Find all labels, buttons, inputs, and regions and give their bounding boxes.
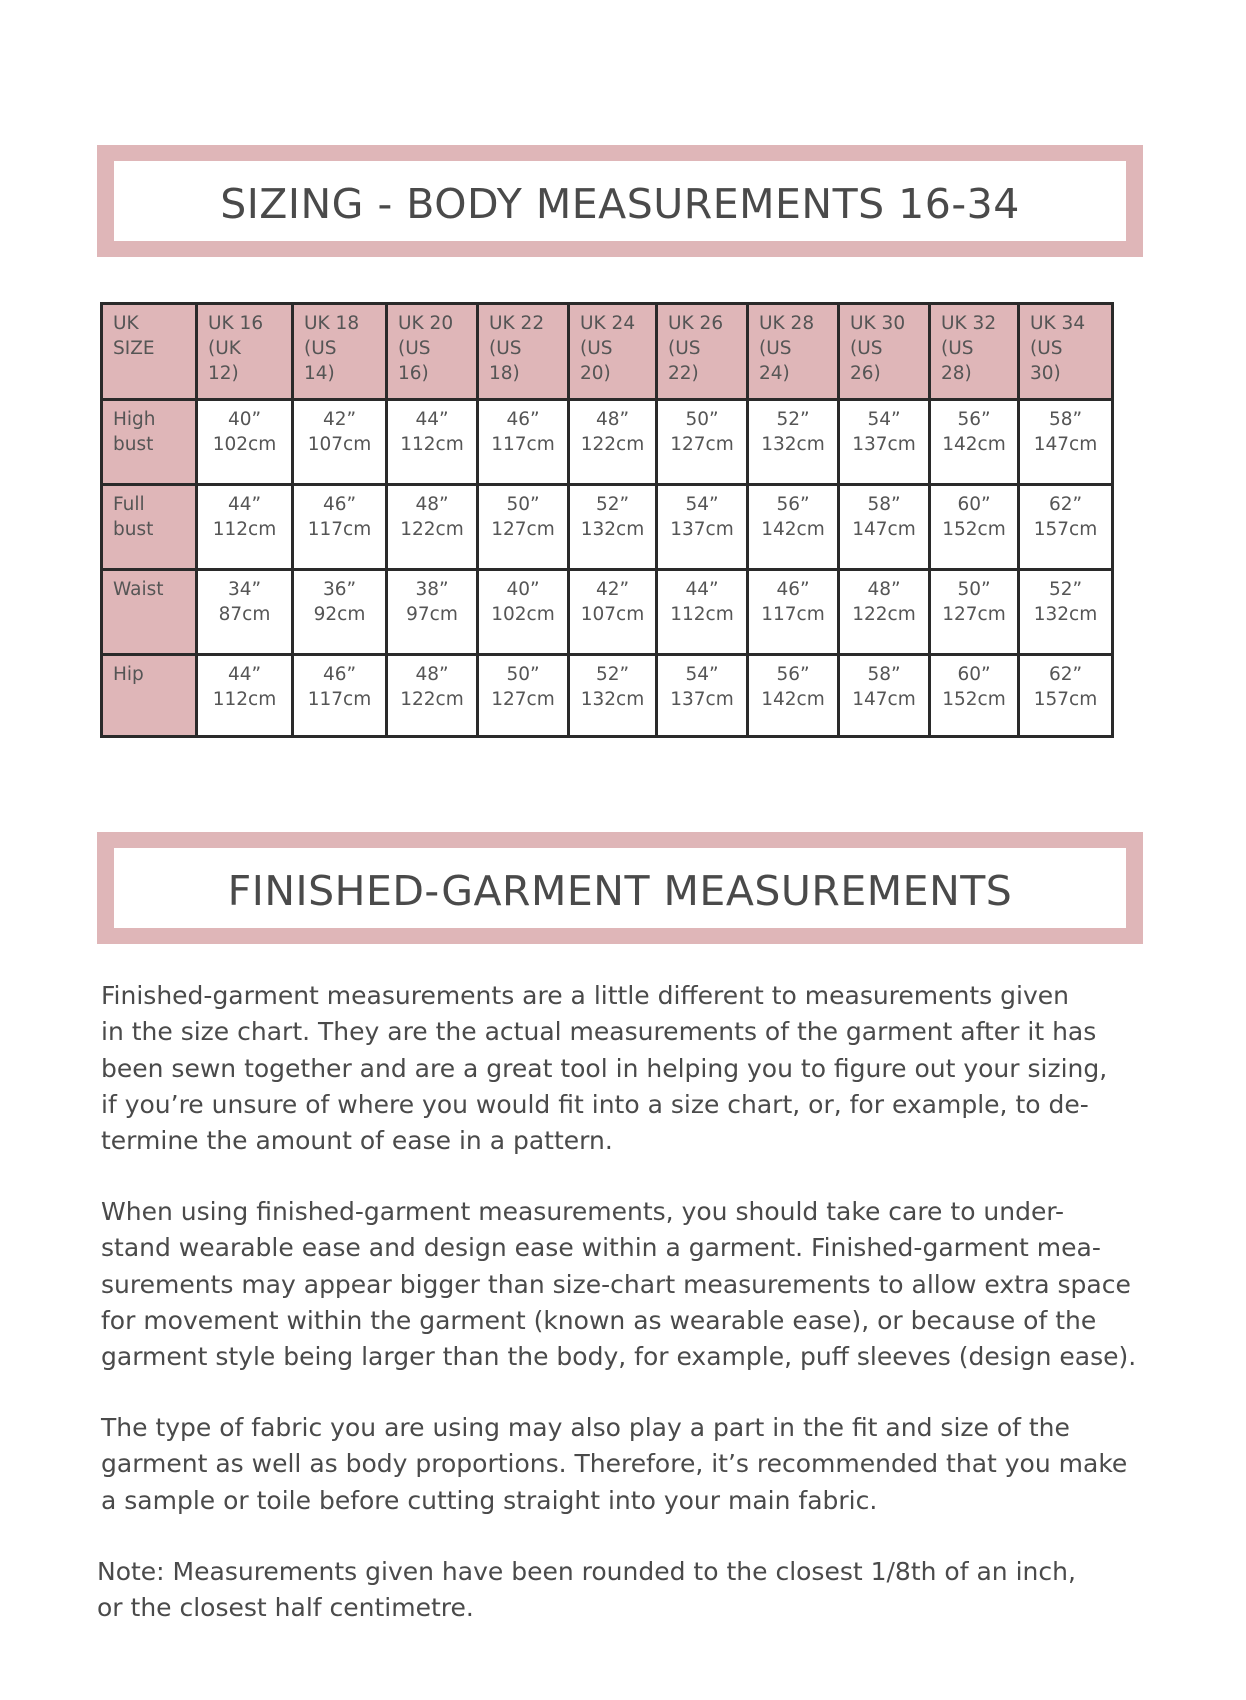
measurement-cell — [1019, 400, 1113, 485]
measurement-inches: 52” — [776, 409, 810, 430]
measurement-cm: 137cm — [852, 434, 916, 455]
measurement-cm: 112cm — [670, 604, 734, 625]
measurement-cm: 127cm — [670, 434, 734, 455]
measurement-inches: 56” — [776, 664, 810, 685]
measurement-cell — [1019, 570, 1113, 655]
measurement-cell — [569, 655, 657, 737]
measurement-inches: 44” — [227, 494, 262, 515]
measurement-label: High — [113, 409, 156, 430]
size-header-label: 22) — [668, 363, 699, 384]
measurement-inches: 46” — [322, 664, 357, 685]
measurement-inches: 54” — [685, 664, 719, 685]
measurement-inches: 58” — [867, 664, 901, 685]
size-header-cell — [197, 304, 293, 400]
measurement-cell — [197, 655, 293, 737]
measurement-cell — [839, 400, 930, 485]
measurement-cell — [387, 570, 478, 655]
measurement-inches: 48” — [415, 494, 449, 515]
measurement-row — [102, 570, 1113, 655]
measurement-cell — [839, 655, 930, 737]
measurement-inches: 58” — [867, 494, 901, 515]
paragraph-line: When using finished-garment measurements, you should take care to under- — [101, 1197, 1065, 1226]
size-header-label: 28) — [941, 363, 972, 384]
measurement-cell — [657, 400, 748, 485]
finished-garment-banner — [97, 832, 1143, 944]
measurement-inches: 40” — [506, 579, 540, 600]
measurement-inches: 44” — [415, 409, 449, 430]
paragraph-line: garment style being larger than the body, for example, puff sleeves (design ease). — [101, 1342, 1137, 1372]
size-header-label: UK 34 — [1030, 313, 1086, 334]
measurement-cm: 92cm — [313, 604, 366, 625]
measurement-cm: 152cm — [942, 689, 1006, 710]
measurement-cell — [569, 400, 657, 485]
size-header-cell — [748, 304, 839, 400]
measurement-inches: 46” — [322, 494, 357, 515]
measurement-inches: 44” — [685, 579, 719, 600]
measurement-cm: 132cm — [580, 689, 645, 710]
size-header-label: (US — [489, 338, 522, 359]
paragraph-line: in the size chart. They are the actual measurements of the garment after it has — [101, 1017, 1097, 1047]
measurement-inches: 56” — [957, 409, 991, 430]
measurement-cm: 107cm — [307, 434, 372, 455]
measurement-cm: 107cm — [580, 604, 645, 625]
measurement-cell — [657, 570, 748, 655]
measurement-inches: 62” — [1048, 494, 1083, 515]
size-header-label: 24) — [759, 363, 790, 384]
measurement-cell — [1019, 485, 1113, 570]
measurement-row — [102, 655, 1113, 737]
measurement-inches: 54” — [867, 409, 901, 430]
measurement-inches: 44” — [227, 664, 262, 685]
measurement-cell — [839, 570, 930, 655]
measurement-cm: 137cm — [670, 689, 734, 710]
measurement-cell — [387, 400, 478, 485]
paragraph-intro — [101, 978, 1161, 1159]
measurement-label-cell — [102, 400, 197, 485]
corner-label: UK — [113, 313, 139, 334]
paragraph-line: garment as well as body proportions. Therefore, it’s recommended that you make — [101, 1449, 1128, 1479]
measurement-cell — [748, 485, 839, 570]
measurement-inches: 40” — [227, 409, 262, 430]
measurement-cm: 122cm — [400, 689, 464, 710]
size-header-label: UK 26 — [668, 313, 724, 334]
measurement-cell — [387, 655, 478, 737]
size-header-cell — [387, 304, 478, 400]
measurement-cm: 127cm — [491, 519, 555, 540]
measurement-inches: 50” — [957, 579, 991, 600]
measurement-row — [102, 485, 1113, 570]
measurement-cell — [930, 485, 1019, 570]
size-corner-cell — [102, 304, 197, 400]
measurement-cell — [197, 570, 293, 655]
measurement-cell — [293, 485, 387, 570]
measurement-cm: 147cm — [852, 519, 916, 540]
measurement-cell — [1019, 655, 1113, 737]
size-header-cell — [657, 304, 748, 400]
paragraph-ease — [101, 1194, 1161, 1375]
measurement-cm: 137cm — [670, 519, 734, 540]
measurement-inches: 48” — [415, 664, 449, 685]
paragraph-fabric — [101, 1410, 1161, 1519]
measurement-cell — [569, 485, 657, 570]
paragraph-line: if you’re unsure of where you would fit into a size chart, or, for example, to de- — [101, 1089, 1089, 1119]
measurement-cm: 112cm — [212, 519, 277, 540]
size-header-label: (US — [941, 338, 974, 359]
measurement-label: Hip — [113, 664, 144, 685]
paragraph-line: for movement within the garment (known as wearable ease), or because of the — [101, 1305, 1097, 1335]
size-header-label: UK 30 — [850, 313, 906, 334]
measurement-label: Waist — [113, 579, 164, 600]
measurement-cm: 102cm — [212, 434, 277, 455]
measurement-cm: 147cm — [852, 689, 916, 710]
size-header-label: 20) — [580, 363, 611, 384]
size-header-label: UK 28 — [759, 313, 815, 334]
size-header-label: UK 18 — [304, 313, 360, 334]
measurement-cm: 142cm — [942, 434, 1006, 455]
measurement-cm: 127cm — [491, 689, 555, 710]
measurement-cell — [569, 570, 657, 655]
measurement-cell — [748, 655, 839, 737]
size-header-cell — [293, 304, 387, 400]
measurement-inches: 60” — [957, 494, 991, 515]
measurement-cell — [657, 485, 748, 570]
measurement-cm: 132cm — [1033, 604, 1098, 625]
measurement-cm: 117cm — [761, 604, 825, 625]
corner-label: SIZE — [113, 338, 155, 359]
size-header-cell — [478, 304, 569, 400]
size-header-label: 16) — [398, 363, 429, 384]
paragraph-line: stand wearable ease and design ease within a garment. Finished-garment mea- — [101, 1233, 1101, 1263]
paragraph-line: surements may appear bigger than size-chart measurements to allow extra space — [101, 1269, 1131, 1299]
measurement-cm: 87cm — [218, 604, 271, 625]
measurement-cm: 117cm — [307, 689, 372, 710]
paragraph-line: termine the amount of ease in a pattern. — [101, 1126, 613, 1156]
measurement-inches: 36” — [322, 579, 357, 600]
measurement-inches: 54” — [685, 494, 719, 515]
measurement-cell — [748, 400, 839, 485]
paragraph-line: a sample or toile before cutting straight into your main fabric. — [101, 1485, 878, 1515]
measurement-cell — [478, 485, 569, 570]
size-header-label: UK 16 — [208, 313, 264, 334]
measurement-inches: 62” — [1048, 664, 1083, 685]
measurement-inches: 48” — [595, 409, 630, 430]
measurement-inches: 34” — [227, 579, 262, 600]
size-header-label: 30) — [1030, 363, 1061, 384]
size-header-label: (US — [304, 338, 337, 359]
size-header-label: (UK — [208, 338, 241, 359]
size-header-label: 18) — [489, 363, 520, 384]
measurement-inches: 52” — [1048, 579, 1083, 600]
measurement-inches: 42” — [322, 409, 357, 430]
measurement-inches: 50” — [506, 494, 540, 515]
measurement-cell — [839, 485, 930, 570]
size-header-label: UK 20 — [398, 313, 454, 334]
measurement-row — [102, 400, 1113, 485]
measurement-cm: 117cm — [307, 519, 372, 540]
paragraph-line: Finished-garment measurements are a little different to measurements given — [101, 981, 1069, 1010]
finished-garment-banner-inner — [114, 848, 1126, 928]
measurement-inches: 60” — [957, 664, 991, 685]
size-header-cell — [569, 304, 657, 400]
size-header-label: (US — [398, 338, 431, 359]
paragraph-line: been sewn together and are a great tool in helping you to figure out your sizing, — [101, 1053, 1108, 1083]
measurement-cm: 152cm — [942, 519, 1006, 540]
measurement-cell — [748, 570, 839, 655]
measurement-cm: 132cm — [580, 519, 645, 540]
size-table — [100, 302, 1114, 738]
measurement-cm: 117cm — [491, 434, 555, 455]
measurement-cell — [657, 655, 748, 737]
sizing-title: SIZING - BODY MEASUREMENTS 16-34 — [220, 180, 1020, 228]
measurement-cell — [930, 655, 1019, 737]
measurement-cm: 132cm — [761, 434, 825, 455]
measurement-label-cell — [102, 655, 197, 737]
measurement-cm: 112cm — [400, 434, 464, 455]
size-header-label: (US — [759, 338, 792, 359]
note-line: Note: Measurements given have been rounded to the closest 1/8th of an inch, — [97, 1557, 1076, 1586]
measurement-label: bust — [113, 434, 154, 455]
size-header-label: 12) — [208, 363, 239, 384]
measurement-cm: 122cm — [852, 604, 916, 625]
measurement-label: bust — [113, 519, 154, 540]
measurement-label-cell — [102, 570, 197, 655]
measurement-cm: 127cm — [942, 604, 1006, 625]
measurement-inches: 58” — [1048, 409, 1083, 430]
measurement-inches: 52” — [595, 494, 630, 515]
note-line: or the closest half centimetre. — [97, 1593, 474, 1623]
sizing-banner-inner — [114, 161, 1126, 241]
measurement-inches: 48” — [867, 579, 901, 600]
measurement-cell — [478, 570, 569, 655]
measurement-cell — [478, 655, 569, 737]
size-header-label: UK 32 — [941, 313, 997, 334]
size-header-label: (US — [1030, 338, 1063, 359]
measurement-cell — [293, 570, 387, 655]
measurement-inches: 46” — [776, 579, 810, 600]
measurement-cm: 157cm — [1033, 689, 1098, 710]
size-header-label: (US — [580, 338, 613, 359]
finished-garment-title: FINISHED-GARMENT MEASUREMENTS — [227, 867, 1013, 915]
measurement-cell — [197, 400, 293, 485]
measurement-inches: 42” — [595, 579, 630, 600]
measurement-cm: 142cm — [761, 689, 825, 710]
size-header-cell — [839, 304, 930, 400]
measurement-cm: 157cm — [1033, 519, 1098, 540]
measurement-cm: 122cm — [580, 434, 645, 455]
measurement-cell — [478, 400, 569, 485]
sizing-banner — [97, 145, 1143, 257]
size-header-cell — [930, 304, 1019, 400]
size-header-label: 14) — [304, 363, 335, 384]
measurement-cm: 147cm — [1033, 434, 1098, 455]
measurement-label: Full — [113, 494, 145, 515]
measurement-inches: 56” — [776, 494, 810, 515]
measurement-cell — [930, 570, 1019, 655]
paragraph-line: The type of fabric you are using may also play a part in the fit and size of the — [101, 1413, 1070, 1442]
measurement-cell — [930, 400, 1019, 485]
size-header-cell — [1019, 304, 1113, 400]
measurement-inches: 38” — [415, 579, 449, 600]
measurement-cm: 112cm — [212, 689, 277, 710]
size-header-label: UK 22 — [489, 313, 545, 334]
size-header-label: 26) — [850, 363, 881, 384]
size-header-label: (US — [668, 338, 701, 359]
measurement-cell — [293, 655, 387, 737]
size-header-label: UK 24 — [580, 313, 636, 334]
measurement-cm: 122cm — [400, 519, 464, 540]
rounding-note — [97, 1554, 1157, 1627]
measurement-inches: 52” — [595, 664, 630, 685]
measurement-cell — [387, 485, 478, 570]
measurement-inches: 46” — [506, 409, 540, 430]
measurement-cm: 102cm — [491, 604, 555, 625]
measurement-cm: 142cm — [761, 519, 825, 540]
size-header-row — [102, 304, 1113, 400]
measurement-cm: 97cm — [406, 604, 458, 625]
measurement-inches: 50” — [685, 409, 719, 430]
measurement-cell — [293, 400, 387, 485]
measurement-inches: 50” — [506, 664, 540, 685]
measurement-label-cell — [102, 485, 197, 570]
measurement-cell — [197, 485, 293, 570]
size-header-label: (US — [850, 338, 883, 359]
